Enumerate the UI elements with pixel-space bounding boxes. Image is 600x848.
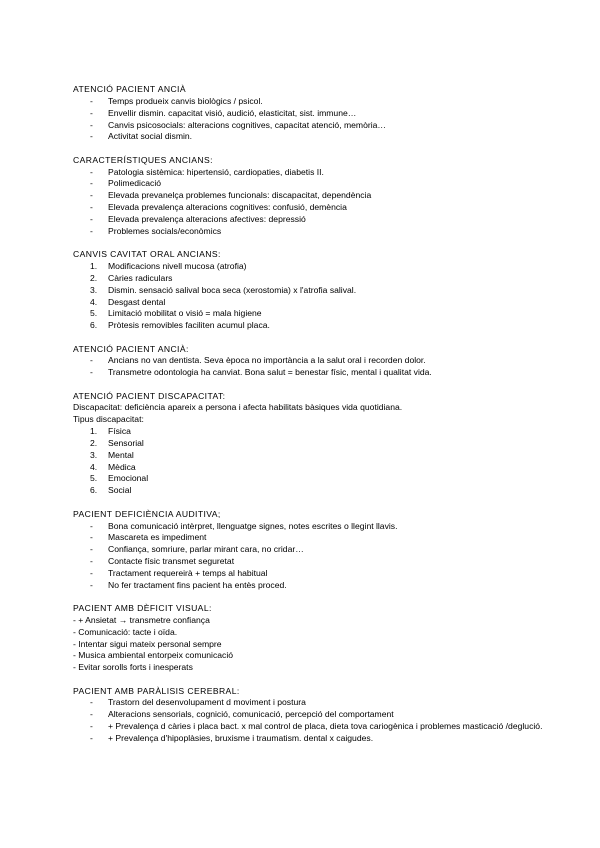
- list-item-text: Càries radiculars: [108, 272, 173, 283]
- list-item: [73, 709, 573, 721]
- list-item-text: No fer tractament fins pacient ha entès proced.: [108, 579, 287, 590]
- list-number: 2.: [90, 272, 98, 283]
- list-item-text: Canvis psicosocials: alteracions cognitives, capacitat atenció, memòria…: [108, 119, 386, 130]
- list-item: [73, 226, 573, 238]
- section-atencio-pacient-ancia-2: [73, 344, 573, 380]
- paragraph-line: - Evitar sorolls forts i inesperats: [73, 662, 193, 673]
- section-heading: PACIENT DEFICIÈNCIA AUDITIVA;: [73, 508, 221, 519]
- list-number: 4.: [90, 461, 98, 472]
- list-item-text: Elevada prevalença alteracions afectives: depressió: [108, 213, 306, 224]
- list-item-text: Temps produeix canvis biològics / psicol.: [108, 95, 263, 106]
- list-item-text: Transmetre odontologia ha canviat. Bona salut = benestar físic, mental i qualitat vida.: [108, 367, 432, 378]
- list-item-text: Social: [108, 485, 132, 496]
- section-paralisis-cerebral: [73, 686, 573, 745]
- bullet-dash: -: [90, 190, 93, 201]
- bullet-dash: -: [90, 567, 93, 578]
- bullet-dash: -: [90, 119, 93, 130]
- numbered-item: [73, 473, 573, 485]
- numbered-item: [73, 285, 573, 297]
- numbered-item: [73, 297, 573, 309]
- bullet-dash: -: [90, 131, 93, 142]
- section-deficiencia-auditiva: [73, 509, 573, 592]
- list-item-text: Dismin. sensació salival boca seca (xerostomia) x l'atrofia salival.: [108, 284, 357, 295]
- bullet-dash: -: [90, 213, 93, 224]
- list-item-text: Bona comunicació intèrpret, llenguatge signes, notes escrites o llegint llavis.: [108, 520, 398, 531]
- list-item: [73, 214, 573, 226]
- list-item-text: Patologia sistèmica: hipertensió, cardiopaties, diabetis II.: [108, 166, 324, 177]
- list-item: [73, 131, 573, 143]
- bullet-dash: -: [90, 532, 93, 543]
- paragraph-line: - Comunicació: tacte i oïda.: [73, 626, 178, 637]
- section-heading: PACIENT AMB DÈFICIT VISUAL:: [73, 603, 212, 614]
- numbered-item: [73, 261, 573, 273]
- list-item: [73, 355, 573, 367]
- list-number: 1.: [90, 260, 98, 271]
- list-item: [73, 532, 573, 544]
- numbered-item: [73, 426, 573, 438]
- list-number: 5.: [90, 473, 98, 484]
- list-item-text: Alteracions sensorials, cognició, comunicació, percepció del comportament: [108, 709, 394, 720]
- list-item-text: Limitació mobilitat o visió = mala higiene: [108, 308, 262, 319]
- paragraph-line: Discapacitat: deficiència apareix a persona i afecta habilitats bàsiques vida quotidiana.: [73, 402, 403, 413]
- list-item: [73, 568, 573, 580]
- list-item: [73, 580, 573, 592]
- section-atencio-pacient-discapacitat: [73, 391, 573, 498]
- list-item-text: Contacte físic transmet seguretat: [108, 556, 235, 567]
- bullet-dash: -: [90, 95, 93, 106]
- bullet-dash: -: [90, 355, 93, 366]
- list-item: [73, 190, 573, 202]
- bullet-dash: -: [90, 579, 93, 590]
- numbered-item: [73, 320, 573, 332]
- list-item-text: Física: [108, 426, 131, 437]
- bullet-dash: -: [90, 733, 93, 743]
- bullet-dash: -: [90, 556, 93, 567]
- paragraph-line: - Musica ambiental entorpeix comunicació: [73, 650, 234, 661]
- section-atencio-pacient-ancia: [73, 84, 573, 143]
- section-heading: ATENCIÓ PACIENT DISCAPACITAT:: [73, 390, 226, 401]
- list-item-text: Mascareta es impediment: [108, 532, 207, 543]
- list-item-text: + Prevalença d'hipoplàsies, bruxisme i traumatism. dental x caigudes.: [108, 733, 374, 743]
- list-item-text: Elevada prevanelça problemes funcionals: discapacitat, dependència: [108, 190, 372, 201]
- paragraph-line: - + Ansietat → transmetre confiança: [73, 614, 210, 625]
- section-heading: CANVIS CAVITAT ORAL ANCIANS:: [73, 249, 221, 260]
- numbered-item: [73, 273, 573, 285]
- numbered-item: [73, 450, 573, 462]
- list-item-text: Pròtesis removibles faciliten acumul placa.: [108, 320, 270, 331]
- paragraph-line: Tipus discapacitat:: [73, 414, 144, 425]
- list-item: [73, 556, 573, 568]
- bullet-dash: -: [90, 709, 93, 720]
- list-item-text: Activitat social dismin.: [108, 131, 193, 142]
- list-item-text: Mèdica: [108, 461, 136, 472]
- list-item: [73, 521, 573, 533]
- list-item-text: Confiança, somriure, parlar mirant cara, no cridar…: [108, 544, 304, 555]
- list-item-text: Modificacions nivell mucosa (atrofia): [108, 260, 247, 271]
- numbered-item: [73, 485, 573, 497]
- section-heading: CARACTERÍSTIQUES ANCIANS:: [73, 154, 213, 165]
- bullet-dash: -: [90, 367, 93, 378]
- list-item-text: Ancians no van dentista. Seva època no importància a la salut oral i recorden dolor.: [108, 355, 426, 366]
- section-canvis-cavitat-oral: [73, 249, 573, 332]
- numbered-item: [73, 308, 573, 320]
- bullet-dash: -: [90, 697, 93, 708]
- bullet-dash: -: [90, 166, 93, 177]
- list-item-text: Envellir dismin. capacitat visió, audició, elasticitat, sist. immune…: [108, 107, 357, 118]
- list-item: [73, 178, 573, 190]
- section-caracteristiques-ancians: [73, 155, 573, 238]
- section-heading: ATENCIÓ PACIENT ANCIÀ:: [73, 343, 189, 354]
- bullet-dash: -: [90, 520, 93, 531]
- list-item-text: Tractament requereirà + temps al habitual: [108, 567, 268, 578]
- numbered-item: [73, 462, 573, 474]
- list-item: [73, 544, 573, 556]
- list-item: [73, 721, 573, 733]
- list-number: 6.: [90, 320, 98, 331]
- list-number: 5.: [90, 308, 98, 319]
- bullet-dash: -: [90, 107, 93, 118]
- list-item-text: Desgast dental: [108, 296, 166, 307]
- list-item-text: Mental: [108, 449, 134, 460]
- list-item: [73, 367, 573, 379]
- list-item-text: + Prevalença d càries i placa bact. x mal control de placa, dieta tova cariogènica i problemes masticació /deglució.: [108, 721, 543, 732]
- bullet-dash: -: [90, 544, 93, 555]
- list-number: 6.: [90, 485, 98, 496]
- bullet-dash: -: [90, 721, 93, 732]
- list-number: 1.: [90, 426, 98, 437]
- bullet-dash: -: [90, 178, 93, 189]
- bullet-dash: -: [90, 225, 93, 236]
- section-heading: ATENCIÓ PACIENT ANCIÀ: [73, 84, 186, 94]
- list-item: [73, 733, 573, 745]
- list-number: 4.: [90, 296, 98, 307]
- list-item-text: Elevada prevalença alteracions cognitives: confusió, demència: [108, 202, 347, 213]
- list-item: [73, 96, 573, 108]
- list-item-text: Trastorn del desenvolupament d moviment i postura: [108, 697, 306, 708]
- list-item: [73, 167, 573, 179]
- paragraph-line: - Intentar sigui mateix personal sempre: [73, 638, 222, 649]
- list-item-text: Problemes socials/econòmics: [108, 225, 222, 236]
- list-item: [73, 108, 573, 120]
- list-number: 3.: [90, 284, 98, 295]
- section-heading: PACIENT AMB PARÀLISIS CEREBRAL:: [73, 685, 240, 696]
- list-item: [73, 120, 573, 132]
- list-item: [73, 697, 573, 709]
- list-number: 2.: [90, 437, 98, 448]
- list-item: [73, 202, 573, 214]
- list-item-text: Sensorial: [108, 437, 144, 448]
- list-item-text: Polimedicació: [108, 178, 162, 189]
- list-number: 3.: [90, 449, 98, 460]
- document-page: [73, 84, 573, 756]
- bullet-dash: -: [90, 202, 93, 213]
- list-item-text: Emocional: [108, 473, 149, 484]
- numbered-item: [73, 438, 573, 450]
- section-deficit-visual: [73, 603, 573, 674]
